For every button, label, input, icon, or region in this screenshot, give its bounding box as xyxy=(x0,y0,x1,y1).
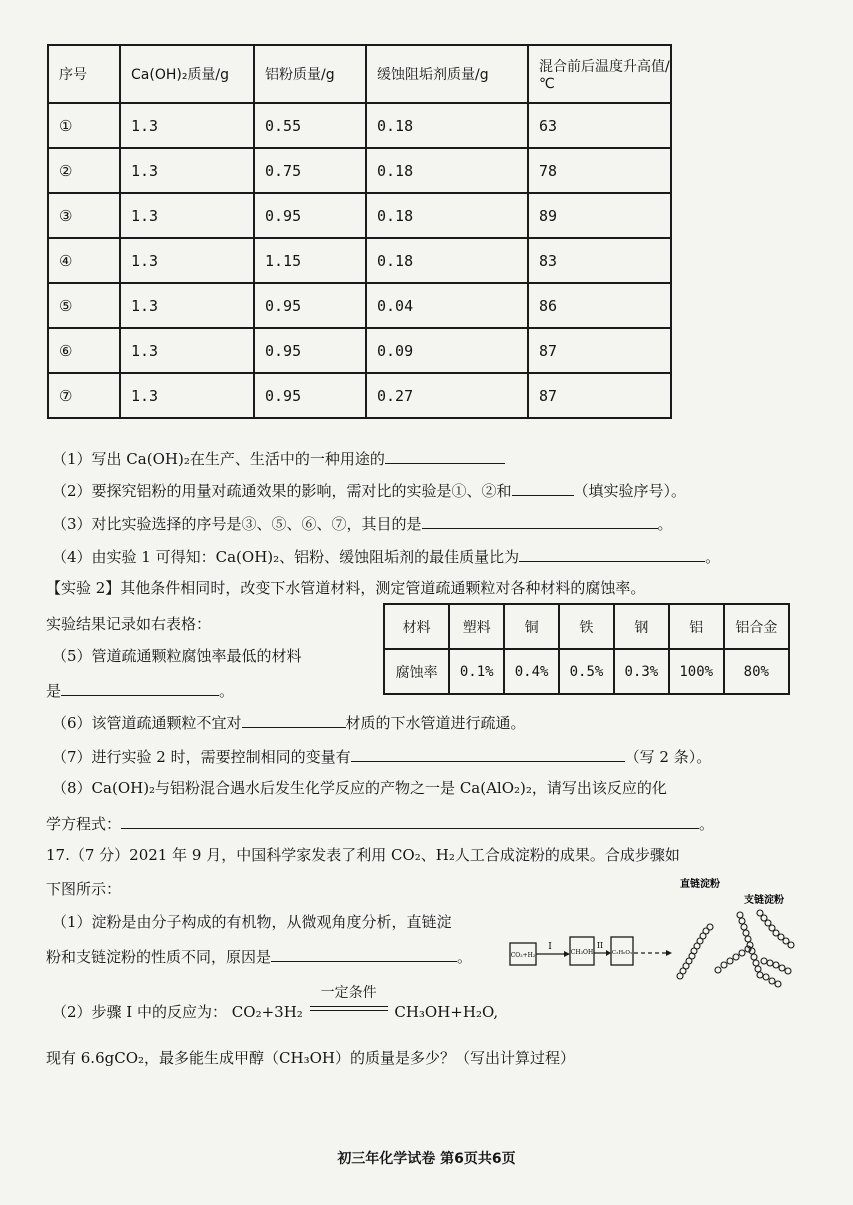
reaction-condition: 一定条件 xyxy=(320,985,377,1001)
table-cell: 钢 xyxy=(614,604,669,649)
table-cell: 铝合金 xyxy=(724,604,789,649)
starch-synthesis-figure xyxy=(508,873,803,993)
table-row xyxy=(48,103,671,148)
header-cell: 铝粉质量/g xyxy=(254,45,366,103)
table-row xyxy=(48,373,671,418)
table-cell: 铝 xyxy=(669,604,724,649)
table-cell: 0.18 xyxy=(366,148,528,193)
answer-blank[interactable] xyxy=(422,512,658,529)
table-cell: 0.55 xyxy=(254,103,366,148)
svg-text:C₃H₆O₃: C₃H₆O₃ xyxy=(611,950,633,956)
question-7-suffix: （写 2 条）。 xyxy=(624,748,712,766)
table-row xyxy=(48,328,671,373)
table-cell: ① xyxy=(48,103,120,148)
table-cell: 0.04 xyxy=(366,283,528,328)
problem-17-intro-2: 下图所示： xyxy=(46,880,122,898)
problem-17-question-1-line-2 xyxy=(46,945,472,967)
equals-line-bottom xyxy=(310,1010,388,1011)
table-cell: 87 xyxy=(528,373,671,418)
table-row xyxy=(48,238,671,283)
table-cell: 1.3 xyxy=(120,373,254,418)
table-cell: 铁 xyxy=(559,604,614,649)
table-cell: 0.95 xyxy=(254,373,366,418)
answer-blank[interactable] xyxy=(519,545,705,562)
table-cell: 0.27 xyxy=(366,373,528,418)
table-cell: 0.18 xyxy=(366,238,528,283)
answer-blank[interactable] xyxy=(271,945,457,962)
question-4-suffix: 。 xyxy=(705,548,721,566)
table-cell: 0.95 xyxy=(254,328,366,373)
linear-starch-chain xyxy=(677,924,713,979)
question-5-suffix: 。 xyxy=(219,682,235,700)
question-2-suffix: （填实验序号）。 xyxy=(573,482,687,500)
experiment-1-table xyxy=(47,44,672,419)
table-row xyxy=(384,604,789,649)
table-cell: 铜 xyxy=(504,604,559,649)
problem-17-question-2-text: （2）步骤 I 中的反应为： xyxy=(52,1003,228,1021)
table-row xyxy=(48,193,671,238)
header-cell: Ca(OH)₂质量/g xyxy=(120,45,254,103)
linear-starch-label: 直链淀粉 xyxy=(680,879,720,890)
problem-17-question-2-line-2: 现有 6.6gCO₂，最多能生成甲醇（CH₃OH）的质量是多少？（写出计算过程） xyxy=(46,1049,575,1067)
answer-blank[interactable] xyxy=(512,479,574,496)
table-cell: 塑料 xyxy=(449,604,504,649)
branched-starch-chain xyxy=(715,910,794,987)
question-7-text: （7）进行实验 2 时，需要控制相同的变量有 xyxy=(52,748,351,766)
table-cell: 1.3 xyxy=(120,103,254,148)
table-header-row xyxy=(48,45,671,103)
table-cell: 1.3 xyxy=(120,148,254,193)
question-2 xyxy=(52,479,686,501)
question-4 xyxy=(52,545,720,567)
problem-17-question-1-prefix: 粉和支链淀粉的性质不同，原因是 xyxy=(46,948,272,966)
table-cell: 83 xyxy=(528,238,671,283)
table-row xyxy=(384,649,789,694)
table-cell: 1.3 xyxy=(120,328,254,373)
question-6-suffix: 材质的下水管道进行疏通。 xyxy=(345,714,526,732)
question-1-text: （1）写出 Ca(OH)₂在生产、生活中的一种用途的 xyxy=(52,450,385,468)
page-footer: 初三年化学试卷 第6页共6页 xyxy=(337,1151,516,1167)
table-cell: 89 xyxy=(528,193,671,238)
answer-blank[interactable] xyxy=(385,447,505,464)
table-row xyxy=(48,148,671,193)
step-1-label: I xyxy=(548,942,552,952)
answer-blank[interactable] xyxy=(242,711,346,728)
question-5-line-2 xyxy=(46,679,234,701)
arrow-head xyxy=(564,951,570,957)
question-3 xyxy=(52,512,673,534)
table-cell: ⑦ xyxy=(48,373,120,418)
table-cell: ④ xyxy=(48,238,120,283)
arrow-head xyxy=(666,950,672,956)
answer-blank[interactable] xyxy=(121,812,699,829)
table-cell: 80% xyxy=(724,649,789,694)
table-cell: 1.3 xyxy=(120,283,254,328)
equation-right: CH₃OH+H₂O, xyxy=(394,1003,499,1021)
box-methanol xyxy=(570,937,594,965)
question-5 xyxy=(52,646,302,666)
table-cell: 材料 xyxy=(384,604,449,649)
table-cell: 0.18 xyxy=(366,103,528,148)
table-cell: 0.95 xyxy=(254,283,366,328)
table-cell: 0.5% xyxy=(559,649,614,694)
answer-blank[interactable] xyxy=(351,745,625,762)
question-6-text: （6）该管道疏通颗粒不宜对 xyxy=(52,714,242,732)
question-2-text: （2）要探究铝粉的用量对疏通效果的影响，需对比的实验是①、②和 xyxy=(52,482,512,500)
question-1 xyxy=(52,447,505,469)
table-cell: 0.09 xyxy=(366,328,528,373)
table-cell: 0.1% xyxy=(449,649,504,694)
arrow-head xyxy=(606,950,611,956)
problem-17-question-2 xyxy=(52,985,499,1022)
header-cell: 缓蚀阻垢剂质量/g xyxy=(366,45,528,103)
svg-text:CO₂+H₂: CO₂+H₂ xyxy=(510,952,536,959)
problem-17-intro: 17.（7 分）2021 年 9 月，中国科学家发表了利用 CO₂、H₂人工合成淀粉的成果。合成步骤如 xyxy=(46,846,680,864)
table-cell: 0.95 xyxy=(254,193,366,238)
table-cell: 1.3 xyxy=(120,193,254,238)
question-8-line-2 xyxy=(46,812,714,834)
question-8-suffix: 。 xyxy=(699,815,715,833)
table-cell: 1.15 xyxy=(254,238,366,283)
table-cell: 0.18 xyxy=(366,193,528,238)
question-4-text: （4）由实验 1 可得知：Ca(OH)₂、铝粉、缓蚀阻垢剂的最佳质量比为 xyxy=(52,548,520,566)
table-cell: 78 xyxy=(528,148,671,193)
table-cell: ② xyxy=(48,148,120,193)
branched-starch-label: 支链淀粉 xyxy=(744,895,784,906)
table-cell: ⑤ xyxy=(48,283,120,328)
experiment-2-intro-2: 实验结果记录如右表格： xyxy=(46,615,212,633)
table-cell: 0.4% xyxy=(504,649,559,694)
equation-left: CO₂+3H₂ xyxy=(231,1003,303,1021)
answer-blank[interactable] xyxy=(61,679,219,696)
problem-17-question-1 xyxy=(52,912,452,932)
table-cell: 0.75 xyxy=(254,148,366,193)
problem-17-question-1-text: （1）淀粉是由分子构成的有机物，从微观角度分析，直链淀 xyxy=(52,913,452,931)
reaction-arrow xyxy=(308,985,390,1017)
table-cell: 100% xyxy=(669,649,724,694)
header-cell: 混合前后温度升高值/℃ xyxy=(528,45,671,103)
table-body xyxy=(48,103,671,418)
header-cell: 序号 xyxy=(48,45,120,103)
corrosion-rate-table xyxy=(383,603,790,695)
table-cell: 87 xyxy=(528,328,671,373)
table-cell: ③ xyxy=(48,193,120,238)
question-8-prefix: 学方程式： xyxy=(46,815,122,833)
table-cell: 1.3 xyxy=(120,238,254,283)
table-cell: 86 xyxy=(528,283,671,328)
question-6 xyxy=(52,711,526,733)
question-8 xyxy=(52,778,667,798)
table-cell: 腐蚀率 xyxy=(384,649,449,694)
question-5-text: （5）管道疏通颗粒腐蚀率最低的材料 xyxy=(52,647,302,665)
experiment-2-intro: 【实验 2】其他条件相同时，改变下水管道材料，测定管道疏通颗粒对各种材料的腐蚀率。 xyxy=(46,579,646,597)
table-cell: 63 xyxy=(528,103,671,148)
table-row xyxy=(48,283,671,328)
question-3-suffix: 。 xyxy=(657,515,673,533)
equals-line-top xyxy=(310,1006,388,1007)
box-co2-h2 xyxy=(510,943,536,965)
table-cell: 0.3% xyxy=(614,649,669,694)
svg-text:CH₃OH: CH₃OH xyxy=(570,949,594,956)
table-cell: ⑥ xyxy=(48,328,120,373)
box-intermediate xyxy=(611,937,633,965)
problem-17-question-1-suffix: 。 xyxy=(457,948,473,966)
step-2-label: II xyxy=(596,941,604,950)
question-5-prefix: 是 xyxy=(46,682,62,700)
question-3-text: （3）对比实验选择的序号是③、⑤、⑥、⑦，其目的是 xyxy=(52,515,422,533)
question-7 xyxy=(52,745,711,767)
question-8-text: （8）Ca(OH)₂与铝粉混合遇水后发生化学反应的产物之一是 Ca(AlO₂)₂，请写出该反应的化 xyxy=(52,779,667,797)
